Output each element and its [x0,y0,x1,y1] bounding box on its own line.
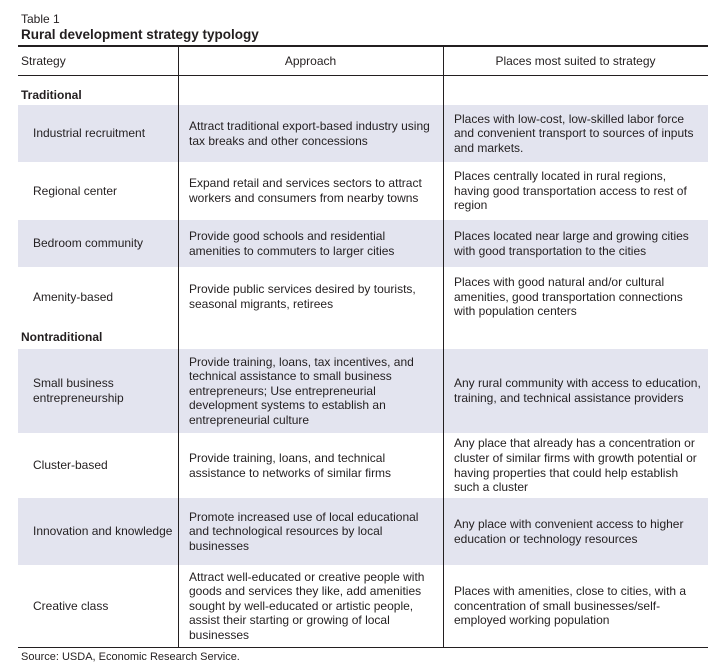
table-cell-approach: Provide good schools and residential amenities to commuters to larger cities [189,228,395,258]
table-cell-strategy: Cluster-based [33,458,108,473]
table-label: Table 1 [21,12,60,26]
table-cell-strategy: Bedroom community [33,236,144,251]
table-cell-strategy: Innovation and knowledge [33,524,173,539]
table-cell-approach: Attract well-educated or creative people with goods and services they like, add amenities sought by well-educated or artistic people, assist their starting or growing of local businesses [189,569,425,642]
table-cell-places: Places located near large and growing cities with good transportation to the cities [454,228,689,258]
table-cell-approach: Provide training, loans, tax incentives, and technical assistance to small business entrepreneurs; Use entrepreneurial development systems to establish an entrepreneurial culture [189,354,414,427]
section-nontraditional: Nontraditional [21,330,103,344]
table-cell-places: Places with amenities, close to cities, with a concentration of small businesses/self-employed working population [454,584,687,628]
table-cell-places: Places centrally located in rural regions, having good transportation access to rest of region [454,169,687,213]
source-note: Source: USDA, Economic Research Service. [21,651,240,663]
table-cell-strategy: Creative class [33,598,109,613]
table-cell-places: Places with low-cost, low-skilled labor force and convenient transport to sources of inputs and markets. [454,111,694,155]
column-divider [178,45,179,647]
table-cell-places: Any rural community with access to education, training, and technical assistance providers [454,376,701,405]
header-bottom-rule [18,75,708,76]
section-traditional: Traditional [21,88,82,102]
table-cell-places: Places with good natural and/or cultural amenities, good transportation connections with population centers [454,275,683,319]
table-cell-strategy: Amenity-based [33,289,114,304]
header-places: Places most suited to strategy [495,54,656,68]
table-cell-approach: Provide training, loans, and technical assistance to networks of similar firms [189,450,392,480]
table-cell-approach: Expand retail and services sectors to attract workers and consumers from nearby towns [189,176,422,205]
table-cell-approach: Promote increased use of local educational and technological resources by local businesses [189,509,419,553]
table-cell-places: Any place with convenient access to higher education or technology resources [454,516,684,546]
table-cell-approach: Attract traditional export-based industry using tax breaks and other concessions [189,118,430,148]
table-cell-approach: Provide public services desired by tourists, seasonal migrants, retirees [189,282,416,311]
header-approach: Approach [284,54,337,68]
header-strategy: Strategy [21,54,66,68]
table-title: Rural development strategy typology [21,27,259,42]
table-cell-strategy: Small business entrepreneurship [33,376,124,405]
table-cell-strategy: Regional center [33,183,118,198]
table-cell-strategy: Industrial recruitment [33,126,146,141]
table-top-rule [18,45,708,47]
table-bottom-rule [18,647,708,648]
table-cell-places: Any place that already has a concentration or cluster of similar firms with growth potential or having properties that could help establish such a cluster [454,436,697,495]
column-divider [443,45,444,647]
